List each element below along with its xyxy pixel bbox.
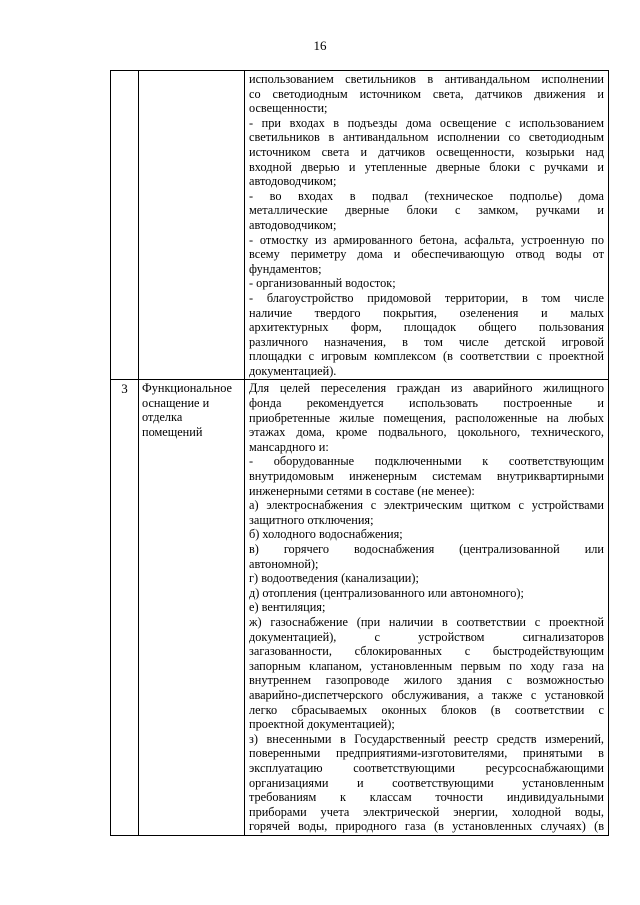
content-line: металлические дверные блоки с замком, ручками и — [249, 203, 604, 218]
content-line: площадки с игровым комплексом (в соответствии с проектной — [249, 349, 604, 364]
content-line: приобретенные жилые помещения, расположенные на любых — [249, 410, 604, 425]
content-line: - во входах в подвал (техническое подполье) дома — [249, 188, 604, 203]
content-line: горячей воды, природного газа (в установленных случаях) (в — [249, 819, 604, 834]
requirements-table — [110, 70, 609, 836]
content-line: внутридомовым инженерным системам внутриквартирными — [249, 469, 604, 484]
content-line: з) внесенными в Государственный реестр средств измерений, — [249, 731, 604, 746]
content-line: автодоводчиком; — [249, 217, 337, 232]
content-line: е) вентиляция; — [249, 600, 326, 615]
content-line: документацией), с устройством сигнализаторов — [249, 629, 604, 644]
content-line: - организованный водосток; — [249, 276, 396, 291]
row-number-cell: 3 — [111, 380, 139, 835]
content-line: автодоводчиком; — [249, 174, 337, 189]
content-line: требованиям к классам точности индивидуальными — [249, 790, 604, 805]
content-line: проектной документацией); — [249, 717, 395, 732]
row-number-cell — [111, 71, 139, 380]
content-line: б) холодного водоснабжения; — [249, 527, 403, 542]
content-line: аварийно-диспетчерского обслуживания, а также с установкой — [249, 687, 604, 702]
content-line: различного назначения, в том числе детской игровой — [249, 334, 604, 349]
row-name-cell: Функциональное оснащение и отделка помещений — [139, 380, 245, 835]
content-line: мансардного и: — [249, 439, 329, 454]
page-number: 16 — [313, 38, 327, 53]
content-line: - отмостку из армированного бетона, асфальта, устроенную по — [249, 232, 604, 247]
content-line: в) горячего водоснабжения (централизованной или — [249, 542, 604, 556]
content-line: внутреннем газопроводе жилого здания с возможностью — [249, 673, 604, 688]
content-line: фундаментов; — [249, 261, 322, 276]
content-line: ж) газоснабжение (при наличии в соответствии с проектной — [249, 614, 604, 629]
content-line: запорным клапаном, установленным первым по ходу газа на — [249, 658, 604, 673]
content-line: защитного отключения; — [249, 512, 374, 527]
content-line: поверенными предприятиями-изготовителями, принятыми в — [249, 746, 604, 761]
content-line: инженерными сетями в составе (не менее): — [249, 483, 475, 498]
content-line: загазованности, сблокированных с быстродействующим — [249, 644, 604, 659]
content-line: г) водоотведения (канализации); — [249, 571, 419, 586]
content-line: со светодиодным источником света, датчиков движения и — [249, 86, 604, 101]
content-line: легко сбрасываемых оконных блоков (в соответствии с — [249, 702, 604, 717]
content-line: приборами учета электрической энергии, холодной воды, — [249, 804, 604, 819]
content-line: документацией). — [249, 363, 337, 378]
content-line: - благоустройство придомовой территории, в том числе — [249, 290, 604, 305]
content-line: входной дверью и утепленные дверные блоки с ручками и — [249, 159, 604, 174]
content-line: организациями и соответствующими установленным — [249, 775, 604, 790]
content-line: использованием светильников в антивандальном исполнении — [249, 72, 604, 86]
content-line: эксплуатацию соответствующими ресурсоснабжающими — [249, 760, 604, 775]
content-line: - при входах в подъезды дома освещение с использованием — [249, 115, 604, 130]
table-row — [111, 380, 609, 835]
content-line: - оборудованные подключенными к соответствующим — [249, 454, 604, 469]
content-line: светильников в антивандальном исполнении со светодиодным — [249, 130, 604, 145]
content-line: фонда рекомендуется использовать построенные и — [249, 396, 604, 411]
content-line: источником света и датчиков освещенности, козырьки над — [249, 144, 604, 159]
content-line: автономной); — [249, 556, 319, 571]
row-content-cell — [245, 380, 609, 835]
content-line: д) отопления (централизованного или автономного); — [249, 585, 524, 600]
content-line: наличие твердого покрытия, озеленения и малых — [249, 305, 604, 320]
row-name-cell — [139, 71, 245, 380]
content-line: Для целей переселения граждан из аварийного жилищного — [249, 381, 604, 396]
content-line: архитектурных форм, площадок общего пользования — [249, 320, 604, 335]
table-row — [111, 71, 609, 380]
content-line: освещенности; — [249, 101, 328, 116]
content-line: этажах дома, кроме подвального, цокольного, технического, — [249, 425, 604, 440]
content-line: всему периметру дома и обеспечивающую отвод воды от — [249, 247, 604, 262]
content-line: а) электроснабжения с электрическим щитком с устройствами — [249, 498, 604, 513]
row-content-cell — [245, 71, 609, 380]
